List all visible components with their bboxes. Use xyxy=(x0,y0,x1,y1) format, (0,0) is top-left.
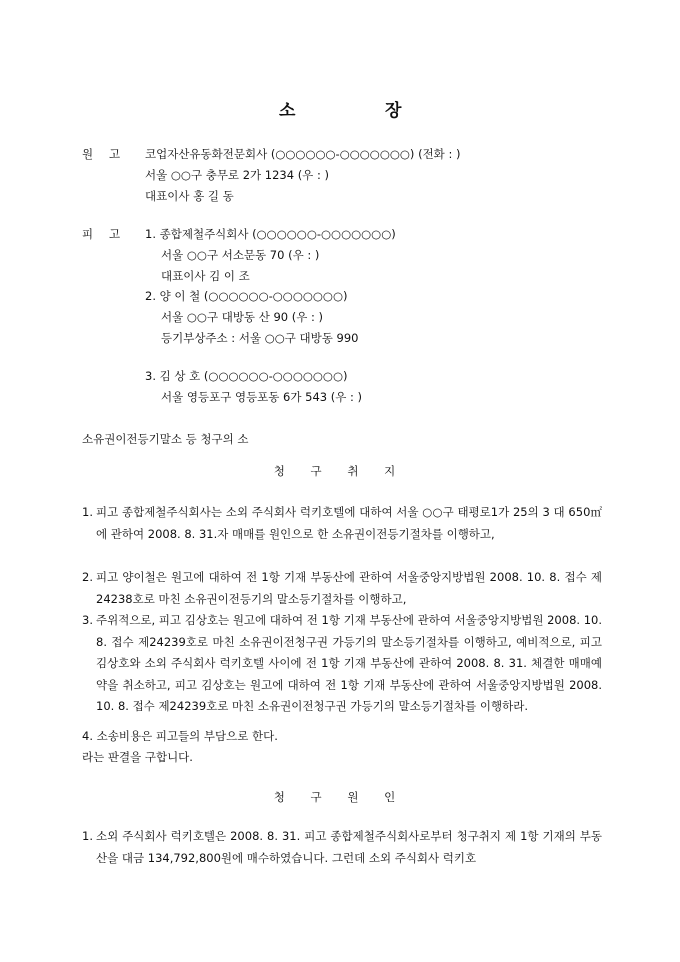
plaintiff-address: 서울 ○○구 충무로 2가 1234 (우 : ) xyxy=(145,168,329,182)
claim-purpose-item-4: 4. 소송비용은 피고들의 부담으로 한다. xyxy=(82,729,278,743)
defendant-3-name: 3. 김 상 호 (○○○○○○-○○○○○○○) xyxy=(145,369,348,383)
defendant-1-representative: 대표이사 김 이 조 xyxy=(161,269,250,283)
claim-purpose-item-3: 3. 주위적으로, 피고 김상호는 원고에 대하여 전 1항 기재 부동산에 관하여 서울중앙지방법원 2008. 10. 8. 접수 제24239호로 마친 소유권이전청구권 가등기의 말소등기절차를 이행하고, 예비적으로, 피고 김상호와 소외 주식회사 럭키호텔 사이에 전 1항 기재 부동산에 관하여 2008. 8. 31. 체결한 매매예약을 취소하고, 피고 김상호는 원고에 대하여 전 1항 기재 부동산에 관하여 서울중앙지방법원 2008. 10. 8. 접수 제24239호로 마친 소유권이전청구권 가등기의 말소등기절차를 이행하라. xyxy=(82,613,602,714)
claim-purpose-item-1: 1. 피고 종합제철주식회사는 소외 주식회사 럭키호텔에 대하여 서울 ○○구 태평로1가 25의 3 대 650㎡에 관하여 2008. 8. 31.자 매매를 원인으로 한 소유권이전등기절차를 이행하고, xyxy=(82,505,602,541)
claim-purpose-item-2: 2. 피고 양이철은 원고에 대하여 전 1항 기재 부동산에 관하여 서울중앙지방법원 2008. 10. 8. 접수 제24238호로 마친 소유권이전등기의 말소등기절차를 이행하고, xyxy=(82,570,602,606)
defendant-1-name: 1. 종합제철주식회사 (○○○○○○-○○○○○○○) xyxy=(145,227,396,241)
claim-purpose-closing: 라는 판결을 구합니다. xyxy=(82,750,193,764)
plaintiff-name: 코업자산유동화전문회사 (○○○○○○-○○○○○○○) (전화 : ) xyxy=(145,147,461,161)
claim-purpose-heading: 청 구 취 지 xyxy=(273,464,407,478)
plaintiff-representative: 대표이사 홍 길 동 xyxy=(145,189,234,203)
defendant-2-address: 서울 ○○구 대방동 산 90 (우 : ) xyxy=(161,310,324,324)
defendant-2-name: 2. 양 이 철 (○○○○○○-○○○○○○○) xyxy=(145,289,348,303)
case-name: 소유권이전등기말소 등 청구의 소 xyxy=(82,432,249,446)
title-char-2: 장 xyxy=(385,101,402,121)
defendant-3-address: 서울 영등포구 영등포동 6가 543 (우 : ) xyxy=(161,390,363,404)
claim-cause-item-1: 1. 소외 주식회사 럭키호텔은 2008. 8. 31. 피고 종합제철주식회사로부터 청구취지 제 1항 기재의 부동산을 대금 134,792,800원에 매수하였습니다. 그런데 소외 주식회사 럭키호 xyxy=(82,829,602,865)
title-char-1: 소 xyxy=(279,101,296,121)
defendant-2-registered-address: 등기부상주소 : 서울 ○○구 대방동 990 xyxy=(161,331,359,345)
defendant-1-address: 서울 ○○구 서소문동 70 (우 : ) xyxy=(161,248,320,262)
claim-cause-heading: 청 구 원 인 xyxy=(273,790,407,804)
